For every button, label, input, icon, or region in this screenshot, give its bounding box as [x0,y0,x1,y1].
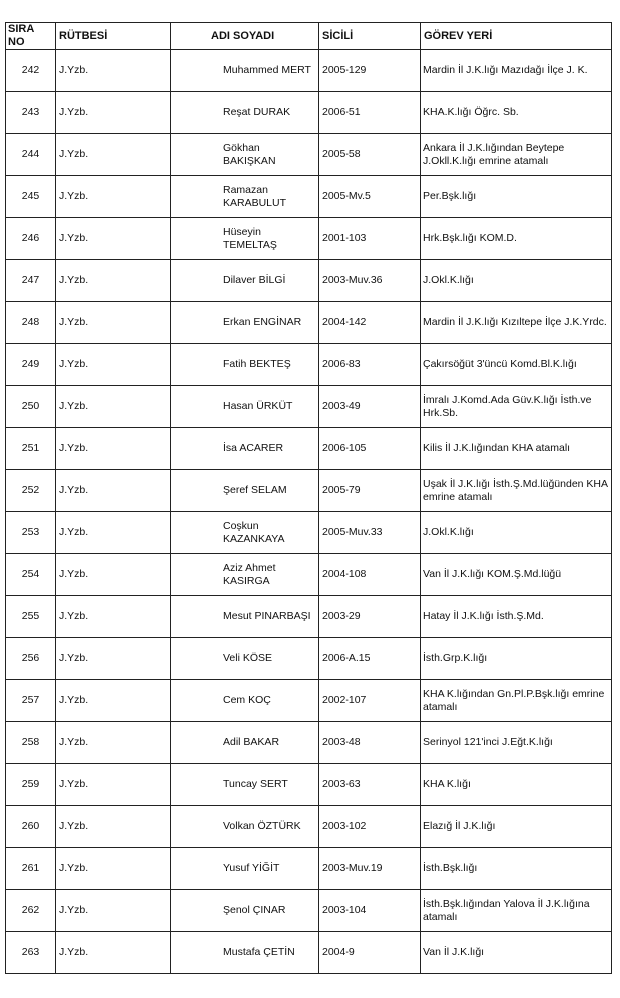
cell-rutbe: J.Yzb. [56,134,171,176]
cell-gorev-yeri: İsth.Bşk.lığından Yalova İl J.K.lığına atamalı [421,890,612,932]
cell-rutbe: J.Yzb. [56,92,171,134]
cell-sira-no: 253 [6,512,56,554]
cell-gorev-yeri: Çakırsöğüt 3'üncü Komd.Bl.K.lığı [421,344,612,386]
table-row [6,50,612,92]
cell-sira-no: 244 [6,134,56,176]
cell-gorev-yeri: Hatay İl J.K.lığı İsth.Ş.Md. [421,596,612,638]
cell-sicil: 2003-Muv.19 [319,848,421,890]
cell-adi-soyadi: Yusuf YİĞİT [171,848,319,890]
table-row [6,134,612,176]
table-row [6,848,612,890]
cell-sira-no: 255 [6,596,56,638]
table-row [6,722,612,764]
cell-rutbe: J.Yzb. [56,890,171,932]
cell-sira-no: 246 [6,218,56,260]
cell-adi-soyadi: Erkan ENGİNAR [171,302,319,344]
cell-adi-soyadi: Adil BAKAR [171,722,319,764]
cell-sira-no: 261 [6,848,56,890]
cell-adi-soyadi: Hasan ÜRKÜT [171,386,319,428]
cell-rutbe: J.Yzb. [56,848,171,890]
cell-adi-soyadi: Gökhan BAKIŞKAN [171,134,319,176]
cell-rutbe: J.Yzb. [56,638,171,680]
cell-sira-no: 247 [6,260,56,302]
cell-sira-no: 250 [6,386,56,428]
cell-gorev-yeri: Kilis İl J.K.lığından KHA atamalı [421,428,612,470]
table-row [6,386,612,428]
table-row [6,302,612,344]
cell-sicil: 2002-107 [319,680,421,722]
cell-gorev-yeri: Hrk.Bşk.lığı KOM.D. [421,218,612,260]
cell-adi-soyadi: Aziz Ahmet KASIRGA [171,554,319,596]
cell-gorev-yeri: KHA K.lığından Gn.Pl.P.Bşk.lığı emrine atamalı [421,680,612,722]
cell-sicil: 2005-Muv.33 [319,512,421,554]
cell-rutbe: J.Yzb. [56,260,171,302]
cell-adi-soyadi: Veli KÖSE [171,638,319,680]
cell-sicil: 2003-63 [319,764,421,806]
table-row [6,932,612,974]
cell-rutbe: J.Yzb. [56,386,171,428]
table-row [6,260,612,302]
cell-adi-soyadi: Muhammed MERT [171,50,319,92]
cell-sira-no: 256 [6,638,56,680]
cell-sicil: 2003-49 [319,386,421,428]
cell-adi-soyadi: Volkan ÖZTÜRK [171,806,319,848]
table-row [6,596,612,638]
personnel-table [5,22,612,974]
cell-sicil: 2004-142 [319,302,421,344]
header-gorev-yeri: GÖREV YERİ [421,23,612,50]
table-row [6,638,612,680]
cell-gorev-yeri: Per.Bşk.lığı [421,176,612,218]
cell-sicil: 2006-A.15 [319,638,421,680]
cell-gorev-yeri: KHA K.lığı [421,764,612,806]
cell-adi-soyadi: Reşat DURAK [171,92,319,134]
table-header-row [6,23,612,50]
cell-rutbe: J.Yzb. [56,50,171,92]
cell-sicil: 2003-Muv.36 [319,260,421,302]
cell-gorev-yeri: Mardin İl J.K.lığı Kızıltepe İlçe J.K.Yrdc. [421,302,612,344]
cell-adi-soyadi: Mustafa ÇETİN [171,932,319,974]
cell-sicil: 2001-103 [319,218,421,260]
cell-sira-no: 257 [6,680,56,722]
cell-adi-soyadi: Cem KOÇ [171,680,319,722]
cell-sicil: 2005-58 [319,134,421,176]
cell-rutbe: J.Yzb. [56,722,171,764]
cell-gorev-yeri: Van İl J.K.lığı KOM.Ş.Md.lüğü [421,554,612,596]
table-row [6,176,612,218]
cell-rutbe: J.Yzb. [56,470,171,512]
cell-adi-soyadi: Tuncay SERT [171,764,319,806]
cell-gorev-yeri: Elazığ İl J.K.lığı [421,806,612,848]
table-row [6,218,612,260]
cell-sicil: 2006-105 [319,428,421,470]
cell-sicil: 2003-104 [319,890,421,932]
cell-adi-soyadi: Ramazan KARABULUT [171,176,319,218]
cell-rutbe: J.Yzb. [56,680,171,722]
cell-adi-soyadi: Mesut PINARBAŞI [171,596,319,638]
cell-sicil: 2005-129 [319,50,421,92]
cell-gorev-yeri: İmralı J.Komd.Ada Güv.K.lığı İsth.ve Hrk.Sb. [421,386,612,428]
cell-sira-no: 251 [6,428,56,470]
cell-rutbe: J.Yzb. [56,932,171,974]
cell-rutbe: J.Yzb. [56,554,171,596]
cell-sira-no: 263 [6,932,56,974]
cell-rutbe: J.Yzb. [56,344,171,386]
cell-gorev-yeri: KHA.K.lığı Öğrc. Sb. [421,92,612,134]
cell-sicil: 2003-102 [319,806,421,848]
cell-sira-no: 243 [6,92,56,134]
table-row [6,764,612,806]
cell-rutbe: J.Yzb. [56,512,171,554]
cell-adi-soyadi: Dilaver BİLGİ [171,260,319,302]
table-body [6,50,612,974]
cell-sicil: 2006-51 [319,92,421,134]
cell-sicil: 2005-79 [319,470,421,512]
table-row [6,470,612,512]
table-row [6,680,612,722]
cell-sira-no: 259 [6,764,56,806]
cell-adi-soyadi: Fatih BEKTEŞ [171,344,319,386]
cell-gorev-yeri: Ankara İl J.K.lığından Beytepe J.Okll.K.lığı emrine atamalı [421,134,612,176]
cell-rutbe: J.Yzb. [56,596,171,638]
cell-adi-soyadi: Hüseyin TEMELTAŞ [171,218,319,260]
cell-adi-soyadi: Şenol ÇINAR [171,890,319,932]
cell-adi-soyadi: Coşkun KAZANKAYA [171,512,319,554]
cell-adi-soyadi: Şeref SELAM [171,470,319,512]
header-rutbesi: RÜTBESİ [56,23,171,50]
cell-sicil: 2005-Mv.5 [319,176,421,218]
cell-sira-no: 245 [6,176,56,218]
cell-gorev-yeri: İsth.Grp.K.lığı [421,638,612,680]
cell-sira-no: 258 [6,722,56,764]
cell-gorev-yeri: Serinyol 121'inci J.Eğt.K.lığı [421,722,612,764]
cell-rutbe: J.Yzb. [56,764,171,806]
cell-sira-no: 262 [6,890,56,932]
cell-sicil: 2004-108 [319,554,421,596]
cell-sira-no: 248 [6,302,56,344]
table-row [6,428,612,470]
header-sicili: SİCİLİ [319,23,421,50]
table-row [6,806,612,848]
table-row [6,890,612,932]
cell-sicil: 2003-48 [319,722,421,764]
cell-rutbe: J.Yzb. [56,806,171,848]
cell-sicil: 2006-83 [319,344,421,386]
cell-sira-no: 249 [6,344,56,386]
table-row [6,554,612,596]
personnel-list-sheet [5,22,611,974]
table-row [6,92,612,134]
cell-adi-soyadi: İsa ACARER [171,428,319,470]
cell-sira-no: 260 [6,806,56,848]
cell-gorev-yeri: Uşak İl J.K.lığı İsth.Ş.Md.lüğünden KHA emrine atamalı [421,470,612,512]
cell-gorev-yeri: J.Okl.K.lığı [421,260,612,302]
cell-gorev-yeri: Van İl J.K.lığı [421,932,612,974]
cell-sira-no: 252 [6,470,56,512]
cell-sicil: 2003-29 [319,596,421,638]
header-sira-no: SIRA NO [6,23,56,50]
table-row [6,512,612,554]
cell-rutbe: J.Yzb. [56,218,171,260]
cell-gorev-yeri: İsth.Bşk.lığı [421,848,612,890]
cell-gorev-yeri: J.Okl.K.lığı [421,512,612,554]
cell-gorev-yeri: Mardin İl J.K.lığı Mazıdağı İlçe J. K. [421,50,612,92]
table-row [6,344,612,386]
cell-sira-no: 254 [6,554,56,596]
header-adi-soyadi: ADI SOYADI [171,23,319,50]
cell-sicil: 2004-9 [319,932,421,974]
cell-rutbe: J.Yzb. [56,428,171,470]
cell-rutbe: J.Yzb. [56,176,171,218]
cell-sira-no: 242 [6,50,56,92]
cell-rutbe: J.Yzb. [56,302,171,344]
